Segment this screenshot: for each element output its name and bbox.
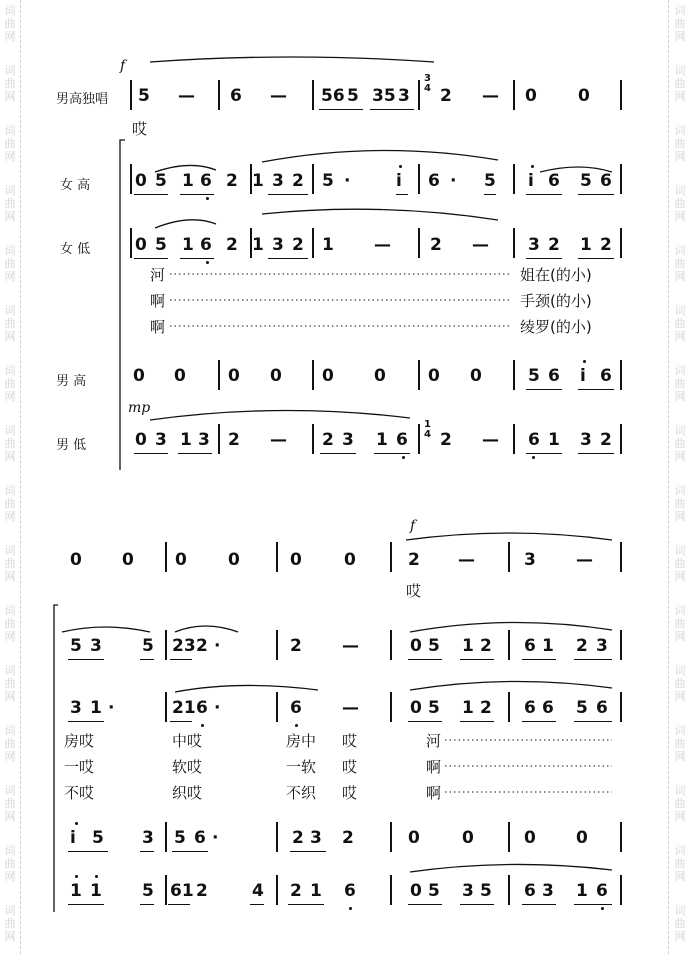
- note: —: [342, 636, 359, 656]
- lyric: 姐在(的小): [520, 266, 592, 284]
- note: —: [270, 430, 287, 450]
- note: 0: [470, 366, 482, 386]
- note: ·: [108, 698, 115, 718]
- note: 0: [410, 636, 422, 656]
- note: 6: [600, 366, 612, 386]
- note: 0: [135, 235, 147, 255]
- note: —: [458, 550, 475, 570]
- solo-slur: [150, 57, 434, 62]
- alto-slur-2: [262, 209, 498, 220]
- lyric: 一软: [286, 758, 317, 776]
- note: 3: [142, 828, 154, 848]
- note: —: [472, 235, 489, 255]
- note: 3: [310, 828, 322, 848]
- note: 2: [600, 430, 612, 450]
- sop-slur-6: [410, 622, 612, 632]
- lyric: 河: [150, 266, 166, 284]
- note: 6: [548, 366, 560, 386]
- note: 1: [70, 881, 82, 901]
- note: 21: [172, 698, 196, 718]
- system1-bracket: [120, 140, 125, 470]
- note: 2: [480, 636, 492, 656]
- note: 1: [576, 881, 588, 901]
- note: 2: [196, 881, 208, 901]
- watermark: 词曲网: [674, 64, 686, 103]
- watermark: 词曲网: [4, 4, 16, 43]
- watermark: 词曲网: [674, 544, 686, 583]
- note: 0: [135, 430, 147, 450]
- note: 3: [272, 171, 284, 191]
- note: 0: [133, 366, 145, 386]
- note: 6: [344, 881, 356, 901]
- note: —: [482, 86, 499, 106]
- note: 0: [462, 828, 474, 848]
- note: 1: [182, 171, 194, 191]
- note: 3: [524, 550, 536, 570]
- note: 0: [410, 698, 422, 718]
- note: 6: [596, 881, 608, 901]
- note: 5: [92, 828, 104, 848]
- note: 1: [310, 881, 322, 901]
- note: i: [580, 366, 586, 386]
- note: 3: [155, 430, 167, 450]
- dynamic-marking: f: [410, 518, 416, 534]
- note: 2: [290, 881, 302, 901]
- note: 2: [292, 171, 304, 191]
- note: 2: [548, 235, 560, 255]
- bass-slur-2: [410, 864, 612, 872]
- note: 5: [142, 636, 154, 656]
- note: 3: [342, 430, 354, 450]
- note: 5: [347, 86, 359, 106]
- watermark: 词曲网: [674, 844, 686, 883]
- note: 0: [410, 881, 422, 901]
- watermark: 词曲网: [674, 184, 686, 223]
- watermark: 词曲网: [4, 484, 16, 523]
- lyric: 哎: [406, 582, 422, 600]
- note: 6: [524, 636, 536, 656]
- watermark: 词曲网: [674, 124, 686, 163]
- note: 0: [270, 366, 282, 386]
- watermark: 词曲网: [4, 844, 16, 883]
- note: 2: [322, 430, 334, 450]
- note: 6: [428, 171, 440, 191]
- note: 2: [408, 550, 420, 570]
- lyric: 软哎: [172, 758, 203, 776]
- note: 5: [138, 86, 150, 106]
- note: —: [342, 698, 359, 718]
- note: 5: [142, 881, 154, 901]
- watermark: 词曲网: [674, 364, 686, 403]
- note: ·: [214, 698, 221, 718]
- lyric: 啊: [426, 758, 442, 776]
- part-label-bass: 男 低: [56, 438, 87, 453]
- note: 1: [182, 235, 194, 255]
- note: 1: [180, 430, 192, 450]
- watermark: 词曲网: [4, 64, 16, 103]
- note: 6: [290, 698, 302, 718]
- alto-slur-3: [175, 685, 318, 692]
- watermark: 词曲网: [4, 904, 16, 943]
- solo-slur-2: [406, 533, 612, 540]
- note: 6: [524, 698, 536, 718]
- note: ·: [212, 828, 219, 848]
- watermark: 词曲网: [4, 604, 16, 643]
- note: 6: [200, 235, 212, 255]
- note: i: [528, 171, 534, 191]
- sop-slur-4: [62, 627, 150, 632]
- note: 5: [70, 636, 82, 656]
- note: 0: [576, 828, 588, 848]
- note: 6: [524, 881, 536, 901]
- note: 2: [226, 235, 238, 255]
- note: 1: [462, 636, 474, 656]
- part-label-soprano: 女 高: [60, 178, 91, 193]
- note: 5: [322, 171, 334, 191]
- note: 5: [428, 636, 440, 656]
- bass-slur: [150, 410, 410, 420]
- note: i: [396, 171, 402, 191]
- note: 2: [430, 235, 442, 255]
- dynamic-marking: mp: [128, 400, 151, 416]
- note: —: [178, 86, 195, 106]
- note: 5: [155, 235, 167, 255]
- lyric: 一哎: [64, 758, 95, 776]
- note: 2: [576, 636, 588, 656]
- note: 6: [542, 698, 554, 718]
- note: 2: [196, 636, 208, 656]
- note: —: [270, 86, 287, 106]
- watermark: 词曲网: [4, 184, 16, 223]
- lyric: 哎: [342, 732, 358, 750]
- note: 5: [155, 171, 167, 191]
- watermark: 词曲网: [674, 244, 686, 283]
- watermark: 词曲网: [674, 484, 686, 523]
- note: 1: [462, 698, 474, 718]
- note: 3: [398, 86, 410, 106]
- note: 1: [90, 881, 102, 901]
- sop-slur-2: [262, 150, 498, 162]
- note: 5: [576, 698, 588, 718]
- note: 3: [272, 235, 284, 255]
- note: 0: [175, 550, 187, 570]
- note: 1: [252, 171, 264, 191]
- part-label-alto: 女 低: [60, 242, 91, 257]
- watermark: 词曲网: [674, 784, 686, 823]
- note: 0: [344, 550, 356, 570]
- note: —: [482, 430, 499, 450]
- watermark: 词曲网: [4, 364, 16, 403]
- watermark: 词曲网: [674, 904, 686, 943]
- lyric: 房中: [286, 732, 317, 750]
- note: 6: [196, 698, 208, 718]
- note: 6: [548, 171, 560, 191]
- watermark: 词曲网: [674, 4, 686, 43]
- lyric: 啊: [426, 784, 442, 802]
- lyric: 哎: [342, 784, 358, 802]
- note: 6: [528, 430, 540, 450]
- note: 2: [600, 235, 612, 255]
- note: 1: [580, 235, 592, 255]
- note: 3: [70, 698, 82, 718]
- lyric: 河: [426, 732, 442, 750]
- alto-slur-4: [410, 681, 612, 690]
- lyric: 哎: [342, 758, 358, 776]
- note: 2: [440, 86, 452, 106]
- note: 3: [90, 636, 102, 656]
- watermark: 词曲网: [674, 664, 686, 703]
- watermark: 词曲网: [4, 244, 16, 283]
- note: —: [576, 550, 593, 570]
- system2-bracket: [54, 605, 58, 912]
- note: ·: [214, 636, 221, 656]
- note: 4: [252, 881, 264, 901]
- note: 3: [580, 430, 592, 450]
- watermark: 词曲网: [674, 604, 686, 643]
- watermark: 词曲网: [4, 664, 16, 703]
- note: 0: [122, 550, 134, 570]
- note: 0: [70, 550, 82, 570]
- lyric: 房哎: [64, 732, 95, 750]
- dynamic-marking: f: [120, 58, 126, 74]
- note: 6: [396, 430, 408, 450]
- note: 0: [374, 366, 386, 386]
- lyric: 不织: [286, 784, 317, 802]
- note: 1: [548, 430, 560, 450]
- time-signature: 3 4: [424, 73, 431, 94]
- note: 5: [528, 366, 540, 386]
- part-label-solo: 男高独唱: [56, 92, 109, 107]
- note: 5: [428, 698, 440, 718]
- watermark: 词曲网: [4, 724, 16, 763]
- lyric: 织哎: [172, 784, 203, 802]
- note: 5: [174, 828, 186, 848]
- note: 0: [228, 550, 240, 570]
- lyric: 中哎: [172, 732, 203, 750]
- note: 35: [372, 86, 396, 106]
- note: 2: [342, 828, 354, 848]
- lyric: 哎: [132, 120, 148, 138]
- note: 0: [322, 366, 334, 386]
- note: 1: [322, 235, 334, 255]
- watermark: 词曲网: [674, 724, 686, 763]
- note: 61: [170, 881, 194, 901]
- watermark: 词曲网: [674, 304, 686, 343]
- note: 6: [600, 171, 612, 191]
- watermark: 词曲网: [674, 424, 686, 463]
- sop-slur-5: [175, 626, 238, 632]
- note: ·: [450, 171, 457, 191]
- note: 0: [408, 828, 420, 848]
- note: 5: [428, 881, 440, 901]
- note: 6: [194, 828, 206, 848]
- lyric: 啊: [150, 292, 166, 310]
- note: ·: [344, 171, 351, 191]
- watermark: 词曲网: [4, 544, 16, 583]
- alto-slur-1: [155, 220, 216, 228]
- note: 3: [528, 235, 540, 255]
- note: 1: [376, 430, 388, 450]
- lyric: 手颈(的小): [520, 292, 592, 310]
- note: 3: [596, 636, 608, 656]
- note: 56: [321, 86, 345, 106]
- note: 2: [292, 828, 304, 848]
- note: i: [70, 828, 76, 848]
- watermark: 词曲网: [4, 304, 16, 343]
- note: 0: [428, 366, 440, 386]
- note: 1: [90, 698, 102, 718]
- note: 0: [290, 550, 302, 570]
- watermark: 词曲网: [4, 124, 16, 163]
- note: 5: [480, 881, 492, 901]
- note: 0: [524, 828, 536, 848]
- note: 2: [290, 636, 302, 656]
- note: 6: [230, 86, 242, 106]
- note: 5: [580, 171, 592, 191]
- note: 2: [292, 235, 304, 255]
- time-signature: 1 4: [424, 419, 431, 440]
- note: 6: [596, 698, 608, 718]
- note: 1: [542, 636, 554, 656]
- note: 6: [200, 171, 212, 191]
- note: 0: [135, 171, 147, 191]
- note: 1: [252, 235, 264, 255]
- note: 2: [228, 430, 240, 450]
- lyric: 啊: [150, 318, 166, 336]
- note: —: [374, 235, 391, 255]
- watermark: 词曲网: [4, 784, 16, 823]
- note: 2: [440, 430, 452, 450]
- note: 3: [542, 881, 554, 901]
- note: 0: [228, 366, 240, 386]
- note: 0: [578, 86, 590, 106]
- note: 3: [462, 881, 474, 901]
- part-label-tenor: 男 高: [56, 374, 87, 389]
- lyric: 绫罗(的小): [520, 318, 592, 336]
- note: 3: [198, 430, 210, 450]
- watermark: 词曲网: [4, 424, 16, 463]
- note: 23: [172, 636, 196, 656]
- note: 2: [480, 698, 492, 718]
- lyric: 不哎: [64, 784, 95, 802]
- note: 0: [525, 86, 537, 106]
- note: 0: [174, 366, 186, 386]
- note: 2: [226, 171, 238, 191]
- note: 5: [484, 171, 496, 191]
